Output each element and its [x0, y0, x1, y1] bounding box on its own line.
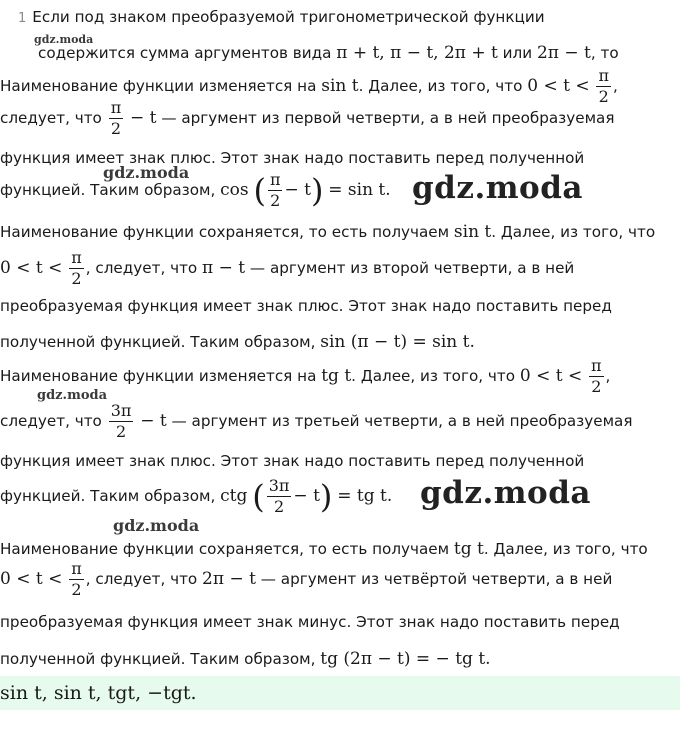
fraction-pi-over-2: $\frac{\pi}{2}$ [269, 170, 281, 210]
watermark: gdz.moda [34, 33, 94, 46]
line-3: Наименование функции изменяется на sin t. Далее, из того, что 0 < t < $\frac{\pi}{2}$ , [0, 66, 618, 106]
line-10: полученной функцией. Таким образом, sin (π − t) = sin t. [0, 332, 475, 352]
line-13: функция имеет знак плюс. Этот знак надо поставить перед полученной [0, 452, 585, 470]
line-4: следует, что $\frac{\pi}{2}$ − t — аргумент из первой четверти, а в ней преобразуемая [0, 98, 615, 138]
line-18: полученной функцией. Таким образом, tg (2π − t) = − tg t. [0, 649, 491, 669]
line-6: функцией. Таким образом, cos ( $\frac{\pi}{2}$ − t) = sin t. [0, 170, 391, 210]
watermark: gdz.moda [420, 475, 591, 511]
watermark: gdz.moda [412, 170, 583, 206]
fraction-pi-over-2: $\frac{\pi}{2}$ [598, 66, 609, 106]
fraction-3pi-over-2: $\frac{3\pi}{2}$ [268, 476, 290, 516]
fraction-pi-over-2: $\frac{\pi}{2}$ [591, 356, 602, 396]
line-16: 0 < t < $\frac{\pi}{2}$ , следует, что 2π − t — аргумент из четвёртой четверти, а в ней [0, 559, 613, 599]
fraction-pi-over-2: $\frac{\pi}{2}$ [71, 248, 82, 288]
fraction-3pi-over-2: $\frac{3\pi}{2}$ [110, 401, 132, 441]
watermark: gdz.moda [113, 516, 200, 535]
line-11: Наименование функции изменяется на tg t. Далее, из того, что 0 < t < $\frac{\pi}{2}$ , [0, 356, 611, 396]
line-2: содержится сумма аргументов вида π + t, π − t, 2π + t или 2π − t, то [38, 43, 619, 63]
line-17: преобразуемая функция имеет знак минус. Этот знак надо поставить перед [0, 613, 620, 631]
line-15: Наименование функции сохраняется, то есть получаем tg t. Далее, из того, что [0, 539, 648, 559]
fraction-pi-over-2: $\frac{\pi}{2}$ [71, 559, 82, 599]
watermark: gdz.moda [37, 388, 108, 403]
answer-text: sin t, sin t, tgt, −tgt. [0, 682, 197, 704]
line-8: 0 < t < $\frac{\pi}{2}$ , следует, что π − t — аргумент из второй четверти, а в ней [0, 248, 575, 288]
fraction-pi-over-2: $\frac{\pi}{2}$ [110, 98, 122, 138]
answer-box [0, 676, 680, 710]
item-number: 1 [18, 11, 27, 26]
line-9: преобразуемая функция имеет знак плюс. Этот знак надо поставить перед [0, 297, 612, 315]
line-1: 1 Если под знаком преобразуемой тригонометрической функции [18, 8, 545, 26]
line-14: функцией. Таким образом, ctg ( $\frac{3\pi}{2}$ − t) = tg t. [0, 476, 393, 516]
line-7: Наименование функции сохраняется, то есть получаем sin t. Далее, из того, что [0, 222, 656, 242]
line-12: следует, что $\frac{3\pi}{2}$ − t — аргумент из третьей четверти, а в ней преобразуемая [0, 401, 633, 441]
line-5: функция имеет знак плюс. Этот знак надо поставить перед полученной [0, 149, 585, 167]
watermark: gdz.moda [103, 163, 190, 182]
